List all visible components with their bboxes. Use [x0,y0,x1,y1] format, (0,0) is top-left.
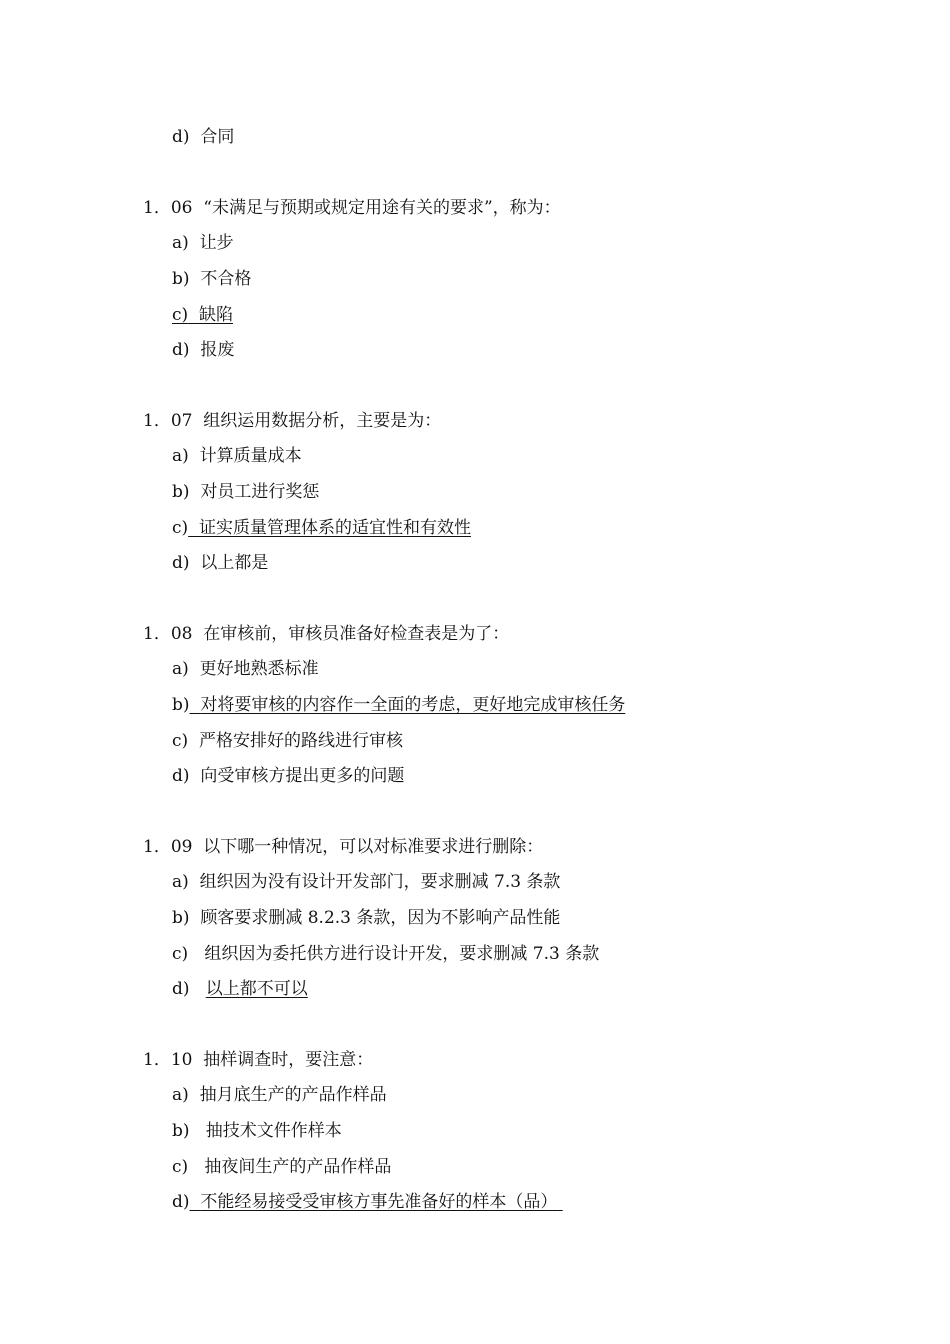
option-text-content: 不能经易接受受审核方事先准备好的样本（品） [200,1192,558,1212]
option-label: a) [172,1085,189,1105]
option-label: d) [172,127,190,147]
question-line [143,410,441,432]
option-line [172,268,251,290]
question-line [143,623,509,645]
option-label: d) [172,340,190,360]
option-text: 组织因为委托供方进行设计开发，要求删减 7.3 条款 [204,944,600,964]
option-label: c) [172,1157,189,1177]
option-line [172,658,319,680]
option-line-answer [172,517,471,539]
option-label: a) [172,446,189,466]
option-label: c) [172,731,189,751]
option-text-content: 对将要审核的内容作一全面的考虑，更好地完成审核任务 [200,695,626,715]
question-text: 抽样调查时，要注意： [203,1050,374,1070]
option-label: b) [172,908,190,928]
option-label: b) [172,482,190,502]
option-label: d) [172,979,190,999]
question-number: 1．06 [143,198,193,218]
option-text: 不合格 [200,269,252,289]
option-label: d) [172,553,190,573]
option-line [172,552,268,574]
question-line [143,1049,373,1071]
option-line-answer [172,694,625,716]
option-text: 顾客要求删减 8.2.3 条款，因为不影响产品性能 [200,908,561,928]
option-text: 更好地熟悉标准 [199,659,319,679]
question-text: 以下哪一种情况，可以对标准要求进行删除： [203,837,544,857]
option-line-answer [172,1191,563,1213]
option-text: 严格安排好的路线进行审核 [198,731,403,751]
option-label: b) [172,695,190,715]
option-line [172,1084,387,1106]
option-text: 让步 [199,233,234,253]
option-line [172,232,234,254]
option-label: b) [172,1121,190,1141]
option-label: c) [172,518,189,538]
option-line [172,765,404,787]
option-line [172,339,234,361]
option-label: d) [172,766,190,786]
option-text: 以上都不可以 [205,979,308,999]
option-label: c) [172,305,189,325]
option-label: d) [172,1192,190,1212]
option-label: b) [172,269,190,289]
option-text-content: 证实质量管理体系的适宜性和有效性 [198,518,471,538]
option-label: a) [172,659,189,679]
option-line [172,445,302,467]
option-text: 合同 [200,127,235,147]
option-line [172,126,234,148]
option-line-answer [172,304,233,326]
option-line [172,907,560,929]
question-text: “未满足与预期或规定用途有关的要求”，称为： [203,198,561,218]
option-line [172,1156,391,1178]
option-label: a) [172,233,189,253]
question-number: 1．09 [143,837,193,857]
option-text: 以上都是 [200,553,269,573]
question-text: 组织运用数据分析，主要是为： [203,411,442,431]
option-text: 组织因为没有设计开发部门，要求删减 7.3 条款 [199,872,561,892]
option-label: c) [172,944,189,964]
option-text: 缺陷 [198,305,233,325]
option-label: a) [172,872,189,892]
option-line [172,1120,342,1142]
option-line [172,943,599,965]
option-text: 抽技术文件作样本 [205,1121,342,1141]
option-line [172,730,403,752]
question-number: 1．10 [143,1050,193,1070]
option-text: 计算质量成本 [199,446,302,466]
option-text: 报废 [200,340,235,360]
option-text: 抽夜间生产的产品作样品 [204,1157,392,1177]
option-text [190,1192,563,1212]
question-number: 1．07 [143,411,193,431]
question-line [143,836,543,858]
option-line-answer [172,978,308,1000]
option-line [172,871,560,893]
option-line [172,481,319,503]
option-text: 对员工进行奖惩 [200,482,320,502]
question-number: 1．08 [143,624,193,644]
option-text: 向受审核方提出更多的问题 [200,766,405,786]
option-text [190,695,626,715]
option-text [188,518,471,538]
question-text: 在审核前，审核员准备好检查表是为了： [203,624,510,644]
question-line [143,197,561,219]
option-text: 抽月底生产的产品作样品 [199,1085,387,1105]
